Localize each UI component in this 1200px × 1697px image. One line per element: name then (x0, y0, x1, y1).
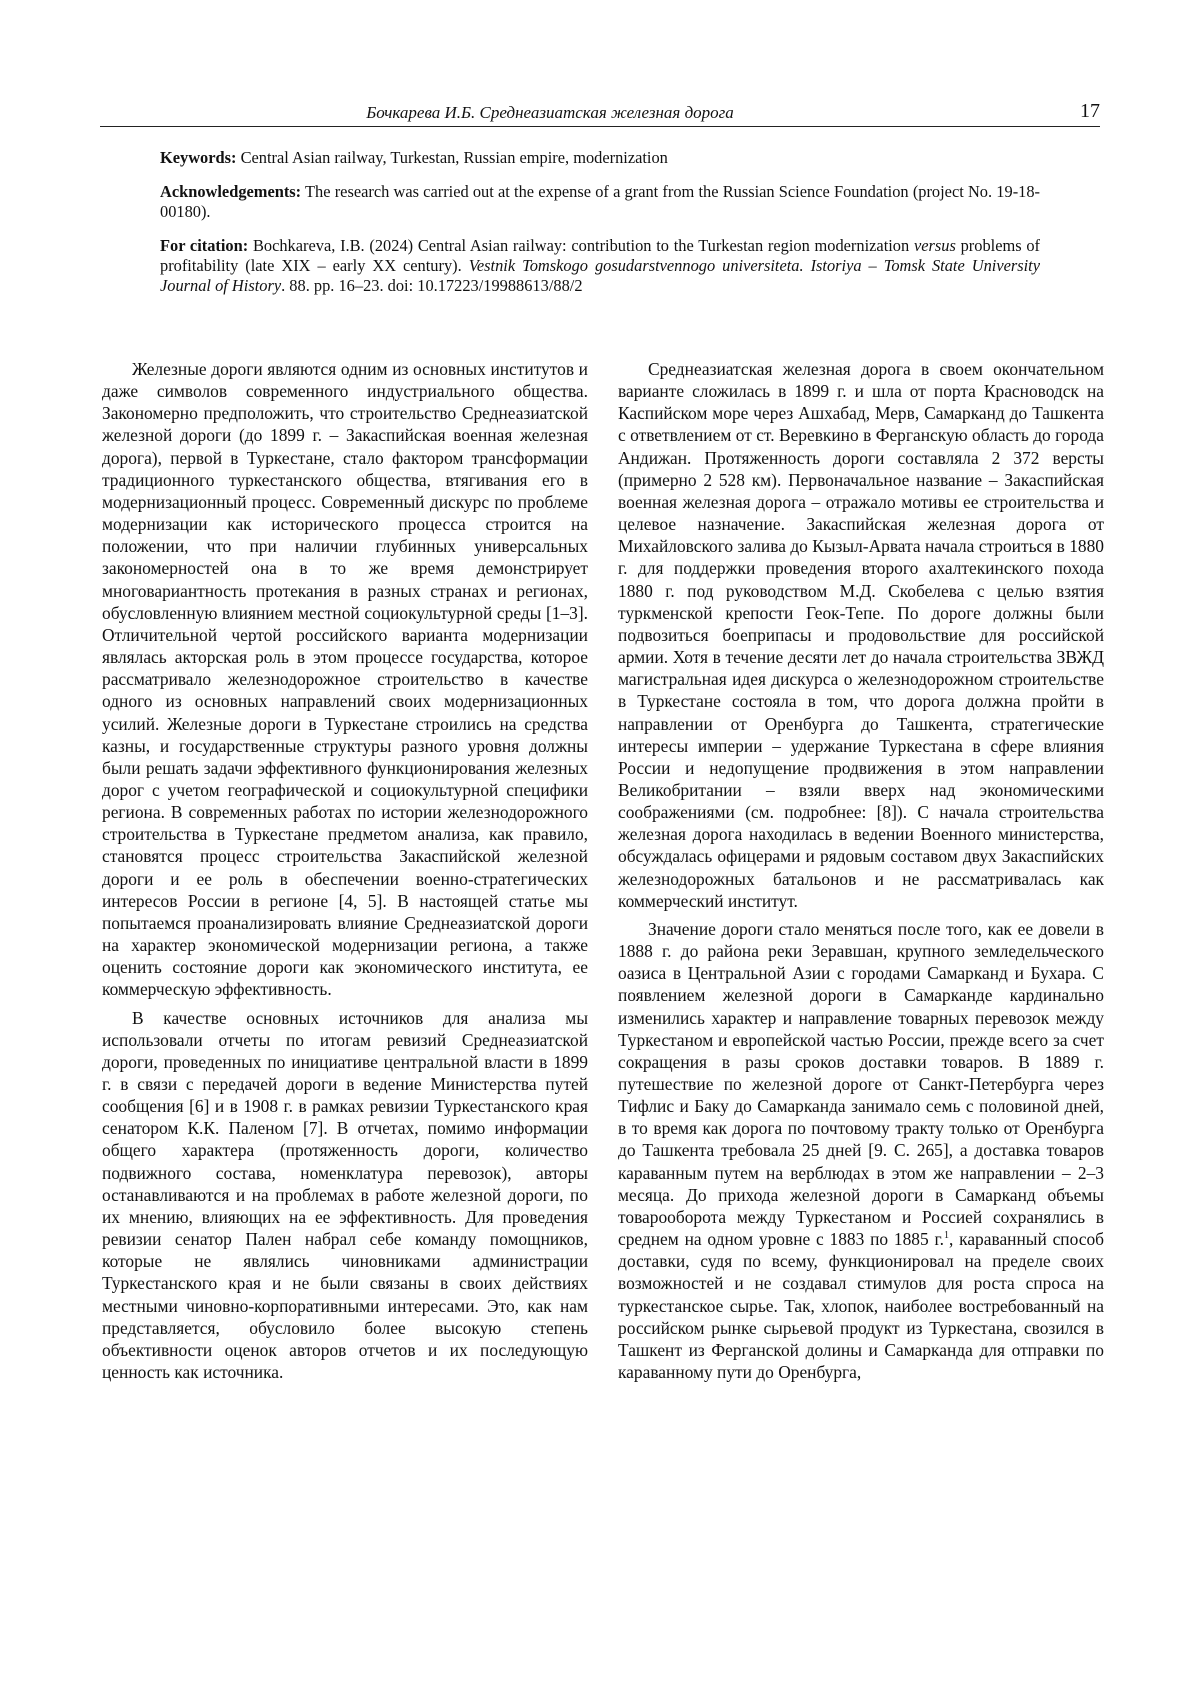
front-matter (160, 148, 1040, 310)
body-column-right (618, 358, 1104, 1389)
body-column-left (102, 358, 588, 1389)
footnote-mark[interactable]: 1 (944, 1230, 950, 1242)
paragraph-text: Значение дороги стало меняться после того, как ее довели в 1888 г. до района реки Зеравшан, крупного земледельческого оазиса в Центральной Азии с городами Самарканд и Бухара. С появлением железной дороги в Самарканде кардинально изменились характер и направление товарных перевозок между Туркестаном и европейской частью России, прежде всего за счет сокращения в разы сроков доставки товаров. В 1889 г. путешествие по железной дороге от Санкт-Петербурга через Тифлис и Баку до Самарканда занимало семь с половиной дней, в то время как дорога по почтовому тракту только от Оренбурга до Ташкента требовала 25 дней [9. С. 265], а доставка товаров караванным путем на верблюдах в этом же направлении – 2–3 месяца. До прихода железной дороги в Самарканд объемы товарооборота между Туркестаном и Россией сохранялись в среднем на одном уровне с 1883 по 1885 г. (618, 918, 1104, 1250)
paragraph: Железные дороги являются одним из основных институтов и даже символов современного индустриального общества. Закономерно предположить, что строительство Среднеазиатской железной дороги (до 1899 г. – Закаспийская военная железная дорога), первой в Туркестане, стало фактором трансформации традиционного туркестанского общества, втягивания его в модернизационный процесс. Современный дискурс по проблеме модернизации как исторического процесса строится на положении, что при наличии глубинных универсальных закономерностей она в то же время демонстрирует многовариантность протекания в разных странах и регионах, обусловленную влиянием местной социокультурной среды [1–3]. Отличительной чертой российского варианта модернизации являлась акторская роль в этом процессе государства, которое рассматривало железнодорожное строительство в качестве одного из основных направлений своих модернизационных усилий. Железные дороги в Туркестане строились на средства казны, и государственные структуры разного уровня должны были решать задачи эффективного функционирования железных дорог с учетом географической и социокультурной специфики региона. В современных работах по истории железнодорожного строительства в Туркестане предметом анализа, как правило, становятся процесс строительства Закаспийской железной дороги и ее роль в обеспечении военно-стратегических интересов России в регионе [4, 5]. В настоящей статье мы попытаемся проанализировать влияние Среднеазиатской дороги на характер экономической модернизации региона, а также оценить состояние дороги как экономического института, ее коммерческую эффективность. (102, 359, 588, 1000)
citation-text-3: . 88. pp. 16–23. doi: 10.17223/19988613/88/2 (281, 276, 583, 295)
citation-journal: Vestnik Tomskogo gosudarstvennogo universiteta. Istoriya – Tomsk State University Journal of History (160, 256, 1041, 295)
paragraph-text: , караванный способ доставки, судя по всему, функционировал на пределе своих возможностей и не создавал стимулов для роста спроса на туркестанское сырье. Так, хлопок, наиболее востребованный на российском рынке сырьевой продукт из Туркестана, свозился в Ташкент из Ферганской долины и Самарканда для отправки по караванному пути до Оренбурга, (618, 1229, 1104, 1383)
keywords-text: Central Asian railway, Turkestan, Russian empire, modernization (236, 148, 668, 167)
acknowledgements-label: Acknowledgements: (160, 182, 302, 201)
acknowledgements-text: The research was carried out at the expense of a grant from the Russian Science Foundation (project No. 19-18-00180). (160, 182, 1040, 221)
citation-text-1: Bochkareva, I.B. (2024) Central Asian railway: contribution to the Turkestan region modernization (248, 236, 914, 255)
page-number: 17 (1080, 100, 1100, 122)
citation-versus: versus (913, 236, 956, 255)
acknowledgements (160, 182, 1040, 222)
paragraph (618, 918, 1104, 1383)
paragraph: В качестве основных источников для анализа мы использовали отчеты по итогам ревизий Среднеазиатской дороги, проведенных по инициативе центральной власти в 1899 г. в связи с передачей дороги в ведение Министерства путей сообщения [6] и в 1908 г. в рамках ревизии Туркестанского края сенатором К.К. Паленом [7]. В отчетах, помимо информации общего характера (протяженность дороги, количество подвижного состава, номенклатура перевозок), авторы останавливаются и на проблемах в работе железной дороги, по их мнению, влияющих на ее эффективность. Для проведения ревизии сенатор Пален набрал себе команду помощников, которые не являлись чиновниками администрации Туркестанского края и не были связаны в своих действиях местными чиновно-корпоративными интересами. Это, как нам представляется, обусловило более высокую степень объективности оценок авторов отчетов и их последующую ценность как источника. (102, 1007, 588, 1383)
keywords (160, 148, 1040, 168)
citation-label: For citation: (160, 236, 249, 255)
citation-text-2: problems of profitability (late XIX – early XX century). (160, 236, 1040, 275)
citation (160, 236, 1040, 296)
paragraph: Среднеазиатская железная дорога в своем окончательном варианте сложилась в 1899 г. и шла от порта Красноводск на Каспийском море через Ашхабад, Мерв, Самарканд до Ташкента с ответвлением от ст. Веревкино в Ферганскую область до города Андижан. Протяженность дороги составляла 2 372 версты (примерно 2 528 км). Первоначальное название – Закаспийская военная железная дорога – отражало мотивы ее строительства и целевое назначение. Закаспийская железная дорога от Михайловского залива до Кызыл-Арвата начала строиться в 1880 г. для поддержки проведения второго ахалтекинского похода 1880 г. под руководством М.Д. Скобелева с целью взятия туркменской крепости Геок-Тепе. По дороге должны были подвозиться боеприпасы и продовольствие для российской армии. Хотя в течение десяти лет до начала строительства ЗВЖД магистральная идея дискурса о железнодорожном строительстве в Туркестане состояла в том, что дорога должна пройти в направлении от Оренбурга до Ташкента, стратегические интересы империи – удержание Туркестана в сфере влияния России и недопущение продвижения в этом направлении Великобритании – взяли вверх над экономическими соображениями (см. подробнее: [8]). С начала строительства железная дорога находилась в ведении Военного министерства, обсуждалась офицерами и рядовым составом двух Закаспийских железнодорожных батальонов и не рассматривалась как коммерческий институт. (618, 359, 1104, 911)
running-head (100, 100, 1100, 127)
running-title: Бочкарева И.Б. Среднеазиатская железная дорога (366, 103, 734, 122)
keywords-label: Keywords: (160, 148, 237, 167)
